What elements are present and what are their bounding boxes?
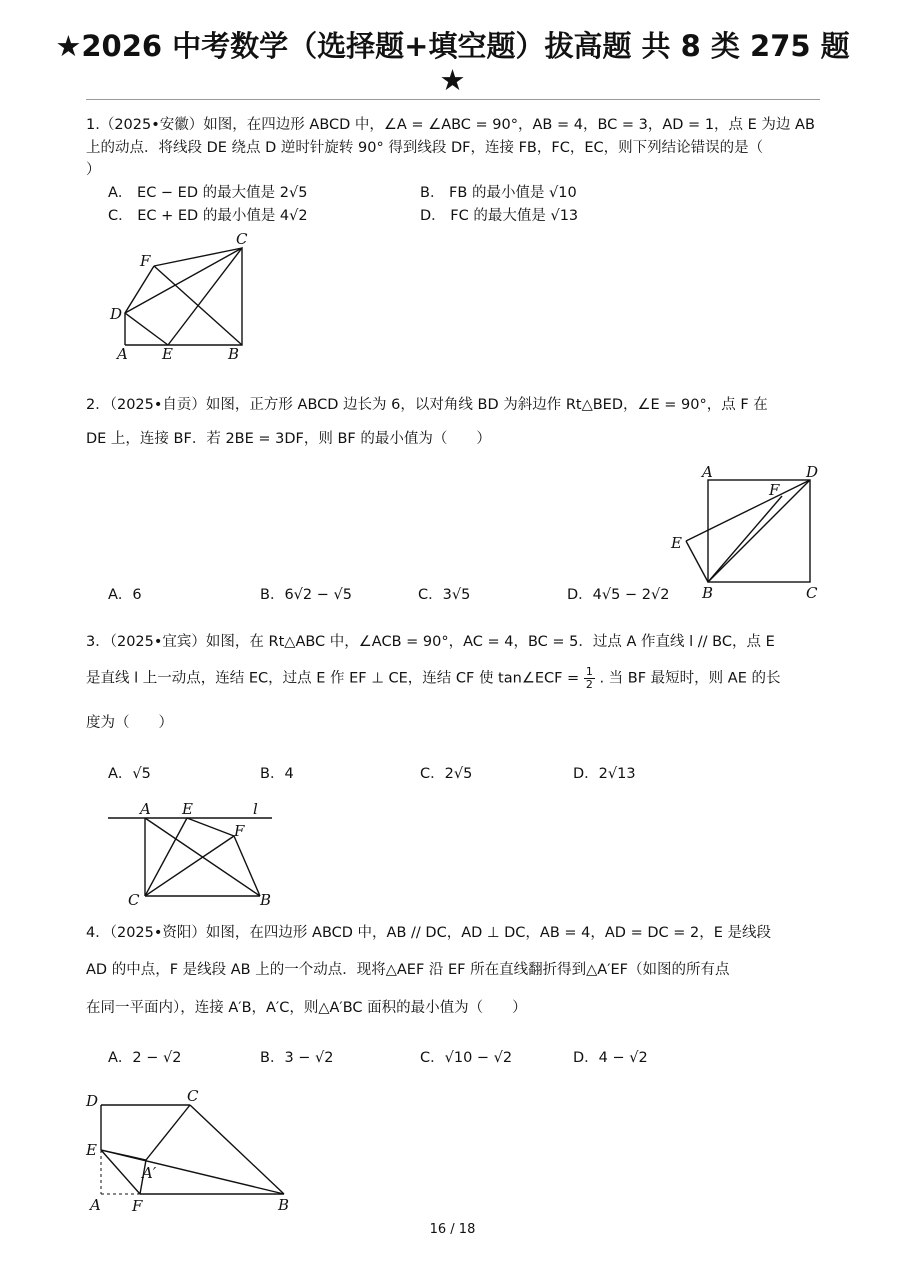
q4-option-b: B．3 − √2	[260, 1050, 334, 1066]
q3-line1: 3．（2025•宜宾）如图，在 Rt△ABC 中，∠ACB = 90°，AC = 4，BC = 5．过点 A 作直线 l // BC，点 E	[86, 634, 775, 650]
q4-label-d: D	[86, 1092, 99, 1110]
q4-label-f: F	[132, 1197, 143, 1215]
q1-option-b: B． FB 的最小值是 √10	[420, 185, 577, 201]
q3-fraction-numerator: 1	[585, 665, 593, 678]
q4-option-d: D．4 − √2	[573, 1050, 648, 1066]
q1-option-a: A． EC − ED 的最大值是 2√5	[108, 185, 308, 201]
q1-label-c: C	[236, 230, 248, 248]
q2-label-e: E	[671, 534, 682, 552]
q3-label-b: B	[260, 891, 272, 909]
q4-line2: AD 的中点，F 是线段 AB 上的一个动点．现将△AEF 沿 EF 所在直线翻折得到△A′EF（如图的所有点	[86, 962, 730, 978]
q2-label-f: F	[769, 481, 780, 499]
q3-line2-text-a: 是直线 l 上一动点，连结 EC，过点 E 作 EF ⊥ CE，连结 CF 使 tan∠ECF =	[86, 670, 580, 687]
q4-label-c: C	[187, 1087, 199, 1105]
q2-label-d: D	[806, 463, 819, 481]
q3-option-d: D．2√13	[573, 766, 636, 782]
q4-label-a-prime: A′	[142, 1164, 157, 1182]
q4-label-e: E	[86, 1141, 97, 1159]
q2-option-c: C．3√5	[418, 587, 471, 603]
q2-line1: 2．（2025•自贡）如图，正方形 ABCD 边长为 6，以对角线 BD 为斜边作 Rt△BED，∠E = 90°，点 F 在	[86, 397, 768, 413]
q3-option-b: B．4	[260, 766, 294, 782]
q2-label-c: C	[806, 584, 818, 602]
q4-option-a: A．2 − √2	[108, 1050, 182, 1066]
q4-label-a: A	[90, 1196, 101, 1214]
q4-label-b: B	[278, 1196, 290, 1214]
q2-label-a: A	[702, 463, 713, 481]
q4-line3: 在同一平面内），连接 A′B，A′C，则△A′BC 面积的最小值为（ ）	[86, 1000, 527, 1016]
q4-option-c: C．√10 − √2	[420, 1050, 513, 1066]
title-star: ★	[439, 63, 466, 97]
q2-option-a: A．6	[108, 587, 142, 603]
page-title: ★2026 中考数学（选择题+填空题）拔高题 共 8 类 275 题	[55, 29, 850, 63]
q3-line3: 度为（ ）	[86, 715, 173, 731]
q1-option-d: D． FC 的最大值是 √13	[420, 208, 579, 224]
q3-label-f: F	[234, 822, 245, 840]
q2-option-b: B．6√2 − √5	[260, 587, 352, 603]
q4-line1: 4．（2025•资阳）如图，在四边形 ABCD 中，AB // DC，AD ⊥ DC，AB = 4，AD = DC = 2，E 是线段	[86, 925, 771, 941]
page-number: 16 / 18	[429, 1222, 476, 1237]
q2-line2: DE 上，连接 BF．若 2BE = 3DF，则 BF 的最小值为（ ）	[86, 431, 491, 447]
q3-option-c: C．2√5	[420, 766, 473, 782]
q3-option-a: A．√5	[108, 766, 151, 782]
q1-label-d: D	[110, 305, 123, 323]
q2-option-d: D．4√5 − 2√2	[567, 587, 670, 603]
q3-label-e: E	[182, 800, 193, 818]
q2-label-b: B	[702, 584, 714, 602]
q1-line1: 1.（2025•安徽）如图，在四边形 ABCD 中，∠A = ∠ABC = 90°，AB = 4，BC = 3，AD = 1，点 E 为边 AB	[86, 117, 815, 133]
q1-label-f: F	[140, 252, 151, 270]
q1-line2: 上的动点．将线段 DE 绕点 D 逆时针旋转 90° 得到线段 DF，连接 FB，FC，EC，则下列结论错误的是（	[86, 140, 764, 156]
q3-label-c: C	[128, 891, 140, 909]
q1-label-e: E	[162, 345, 173, 363]
q1-label-b: B	[228, 345, 240, 363]
q3-line2-text-b: . 当 BF 最短时，则 AE 的长	[599, 670, 781, 687]
q1-option-c: C． EC + ED 的最小值是 4√2	[108, 208, 308, 224]
q3-label-a: A	[140, 800, 151, 818]
q1-line3: ）	[86, 162, 101, 178]
q1-label-a: A	[117, 345, 128, 363]
q3-fraction-denominator: 2	[585, 678, 593, 691]
q3-label-l: l	[253, 800, 258, 818]
